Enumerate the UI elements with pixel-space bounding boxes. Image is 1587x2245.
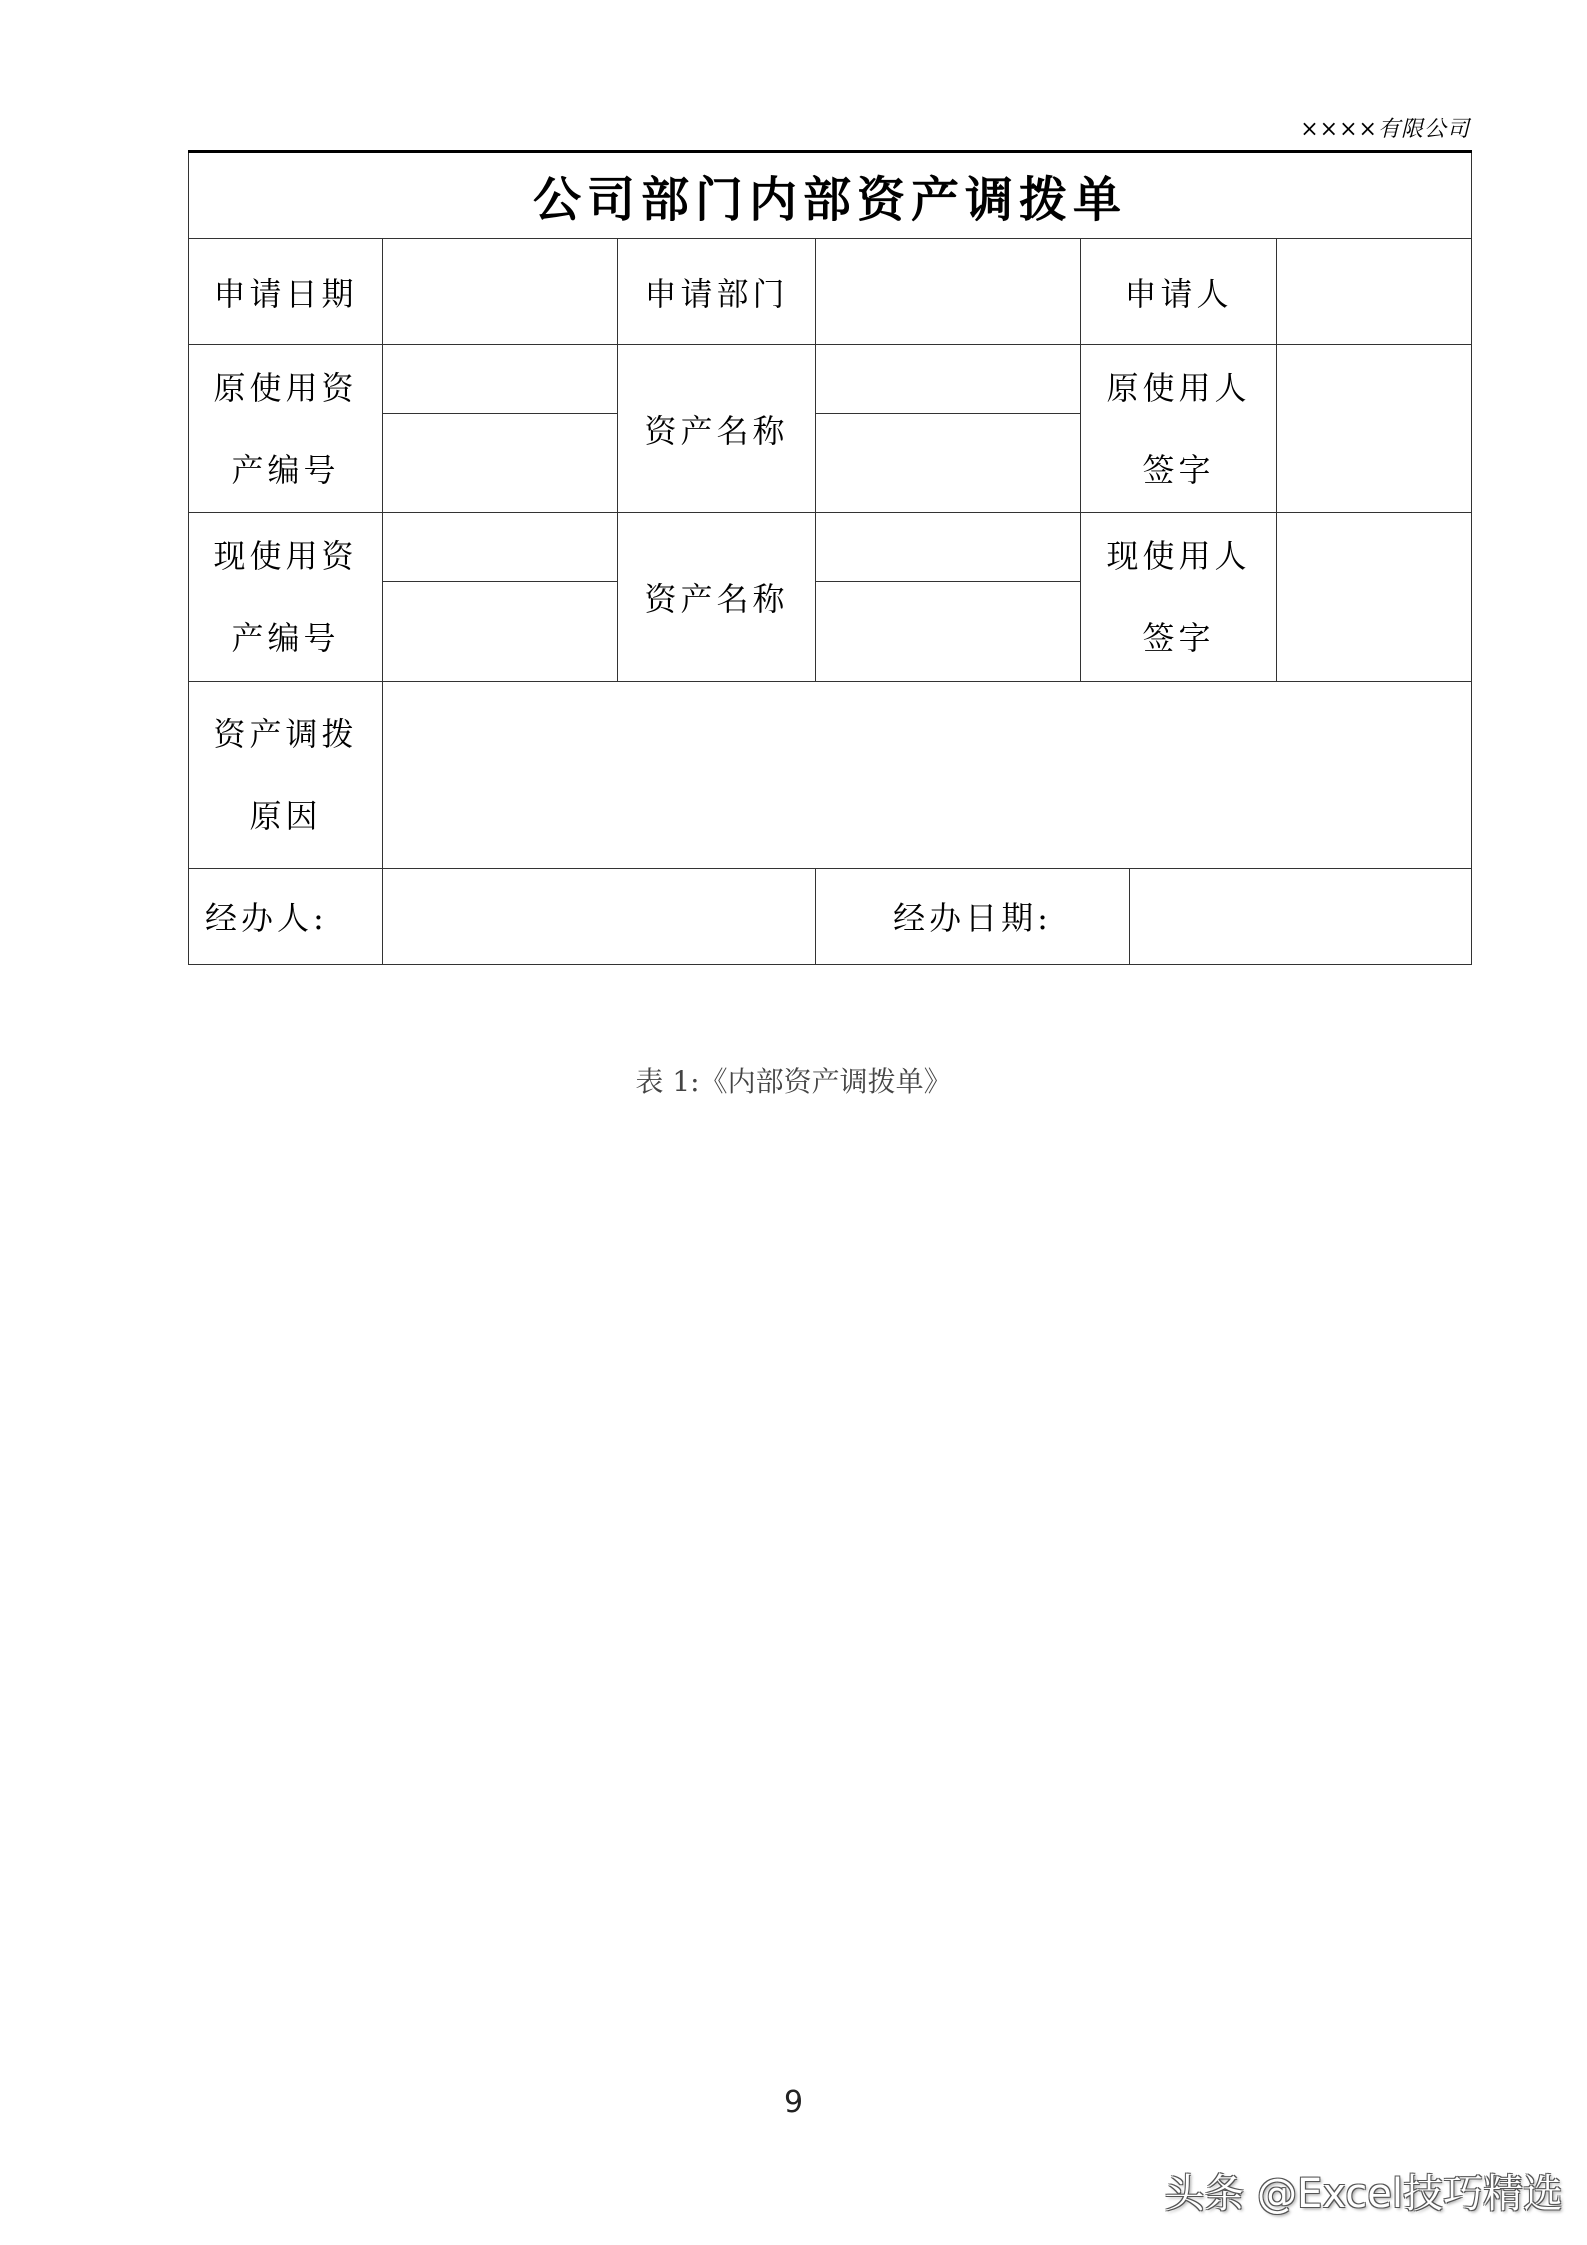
current-asset-name-label: 资产名称	[618, 513, 816, 681]
transfer-reason-field[interactable]	[383, 681, 1472, 868]
apply-dept-field[interactable]	[816, 239, 1081, 345]
applicant-label: 申请人	[1081, 239, 1277, 345]
original-asset-name-label: 资产名称	[618, 345, 816, 513]
current-user-sign-label-line2: 签字	[1142, 619, 1215, 657]
original-asset-number-label	[189, 345, 383, 513]
current-asset-number-field-1[interactable]	[383, 513, 618, 582]
original-user-sign-label-line2: 签字	[1142, 450, 1215, 489]
form-title: 公司部门内部资产调拨单	[189, 152, 1472, 239]
transfer-reason-label-line1: 资产调拨	[213, 714, 358, 753]
current-asset-name-field-1[interactable]	[816, 513, 1081, 582]
current-asset-number-label	[189, 513, 383, 681]
apply-dept-label: 申请部门	[618, 239, 816, 345]
handle-date-label: 经办日期:	[816, 868, 1130, 964]
original-asset-name-field-1[interactable]	[816, 345, 1081, 414]
asset-transfer-form	[188, 150, 1472, 965]
apply-date-label: 申请日期	[189, 239, 383, 345]
original-user-sign-label-line1: 原使用人	[1106, 368, 1251, 407]
current-asset-number-label-line1: 现使用资	[213, 537, 358, 575]
original-asset-number-label-line2: 产编号	[231, 450, 340, 489]
page-number: 9	[783, 2085, 804, 2120]
watermark: 头条 @Excel技巧精选	[1164, 2171, 1563, 2217]
transfer-reason-label-line2: 原因	[249, 796, 322, 835]
original-asset-number-field-1[interactable]	[383, 345, 618, 414]
current-user-sign-label	[1081, 513, 1277, 681]
apply-date-field[interactable]	[383, 239, 618, 345]
original-asset-number-label-line1: 原使用资	[213, 368, 358, 407]
current-asset-number-label-line2: 产编号	[231, 619, 340, 657]
current-user-sign-field[interactable]	[1277, 513, 1472, 681]
company-header: ××××有限公司	[1300, 117, 1470, 142]
handle-date-field[interactable]	[1130, 868, 1472, 964]
current-user-sign-label-line1: 现使用人	[1106, 537, 1251, 575]
current-asset-name-field-2[interactable]	[816, 582, 1081, 681]
handler-field[interactable]	[383, 868, 816, 964]
transfer-reason-label	[189, 681, 383, 868]
handler-label: 经办人:	[189, 868, 383, 964]
original-asset-name-field-2[interactable]	[816, 414, 1081, 513]
original-user-sign-label	[1081, 345, 1277, 513]
original-asset-number-field-2[interactable]	[383, 414, 618, 513]
table-caption: 表 1:《内部资产调拨单》	[635, 1065, 952, 1098]
original-user-sign-field[interactable]	[1277, 345, 1472, 513]
current-asset-number-field-2[interactable]	[383, 582, 618, 681]
applicant-field[interactable]	[1277, 239, 1472, 345]
